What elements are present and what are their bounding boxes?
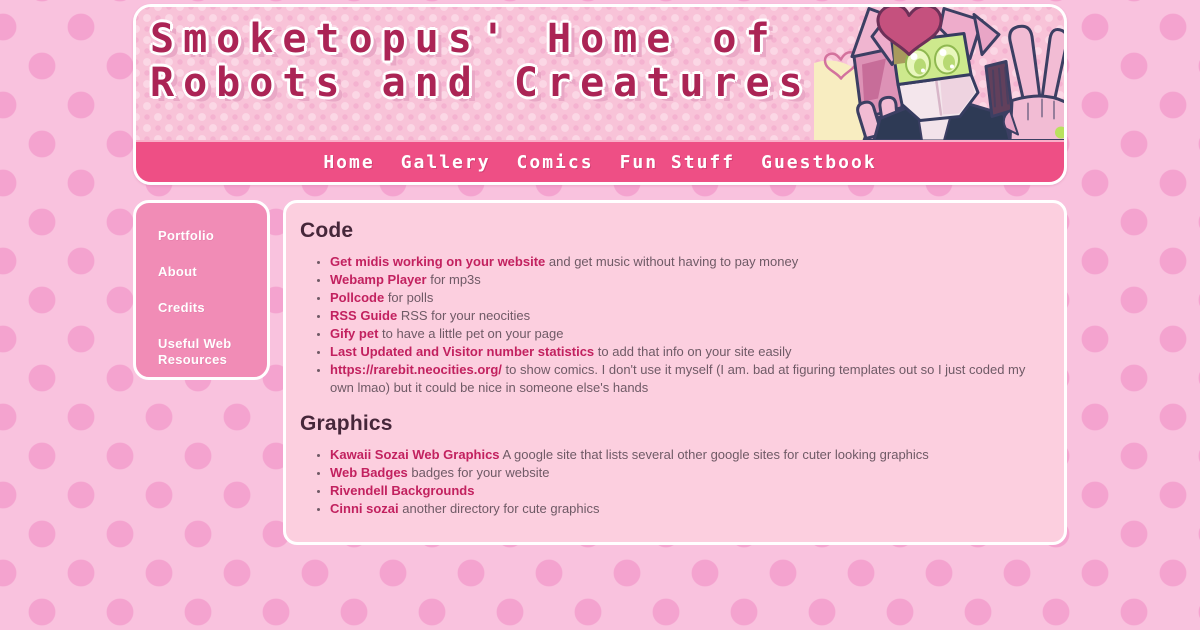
graphics-resource-list — [298, 446, 1046, 518]
resource-description: A google site that lists several other google sites for cuter looking graphics — [502, 447, 929, 462]
resource-item — [330, 289, 1046, 307]
sidebar-link[interactable]: About — [158, 264, 198, 279]
section-graphics — [298, 412, 1046, 518]
resource-description: to add that info on your site easily — [597, 344, 792, 359]
resource-item — [330, 361, 1046, 396]
section-heading-code: Code — [300, 219, 354, 242]
resource-description: for polls — [387, 290, 434, 305]
site-title-line2: Robots and Creatures — [150, 60, 812, 106]
resource-link[interactable]: Pollcode — [330, 290, 385, 305]
resource-item — [330, 446, 1046, 464]
resource-description: another directory for cute graphics — [402, 501, 600, 516]
resource-link[interactable]: Rivendell Backgrounds — [330, 483, 475, 498]
site-title — [150, 17, 812, 105]
resource-description: for mp3s — [430, 272, 481, 287]
resource-link[interactable]: Get midis working on your website — [330, 254, 546, 269]
section-heading-graphics: Graphics — [300, 412, 393, 435]
main-content — [283, 200, 1067, 545]
nav-link[interactable]: Home — [323, 151, 375, 173]
resource-item — [330, 482, 1046, 500]
site-column — [133, 4, 1067, 545]
resource-description: to show comics. I don't use it myself (I am. bad at figuring templates out so I just coded my own lmao) but it could be nice in someone else's hands — [330, 362, 1026, 395]
resource-item — [330, 500, 1046, 518]
resource-item — [330, 271, 1046, 289]
banner — [136, 7, 1064, 140]
resource-description: to have a little pet on your page — [382, 326, 564, 341]
resource-item — [330, 253, 1046, 271]
sidebar-link[interactable]: Useful Web Resources — [158, 336, 232, 367]
resource-item — [330, 464, 1046, 482]
robot-mascot-illustration — [814, 7, 1064, 140]
nav-link[interactable]: Fun Stuff — [619, 151, 736, 173]
site-header — [133, 4, 1067, 185]
sidebar — [133, 200, 270, 380]
nav-link[interactable]: Gallery — [400, 151, 491, 173]
resource-link[interactable]: Last Updated and Visitor number statistics — [330, 344, 595, 359]
resource-link[interactable]: Gify pet — [330, 326, 379, 341]
resource-link[interactable]: Web Badges — [330, 465, 408, 480]
section-code — [298, 219, 1046, 396]
site-title-line1: Smoketopus' Home of — [150, 16, 779, 62]
resource-item — [330, 343, 1046, 361]
resource-description: badges for your website — [411, 465, 550, 480]
nav-link[interactable]: Guestbook — [761, 151, 877, 173]
resource-link[interactable]: RSS Guide — [330, 308, 398, 323]
resource-item — [330, 325, 1046, 343]
resource-link[interactable]: Kawaii Sozai Web Graphics — [330, 447, 500, 462]
resource-link[interactable]: https://rarebit.neocities.org/ — [330, 362, 502, 377]
main-nav — [136, 140, 1064, 182]
resource-link[interactable]: Webamp Player — [330, 272, 427, 287]
resource-description: and get music without having to pay money — [548, 254, 799, 269]
content-row — [133, 200, 1067, 545]
nav-link[interactable]: Comics — [516, 151, 594, 173]
resource-link[interactable]: Cinni sozai — [330, 501, 399, 516]
resource-item — [330, 307, 1046, 325]
sidebar-link[interactable]: Credits — [158, 300, 205, 315]
resource-description: RSS for your neocities — [400, 308, 531, 323]
sidebar-link[interactable]: Portfolio — [158, 228, 215, 243]
code-resource-list — [298, 253, 1046, 396]
